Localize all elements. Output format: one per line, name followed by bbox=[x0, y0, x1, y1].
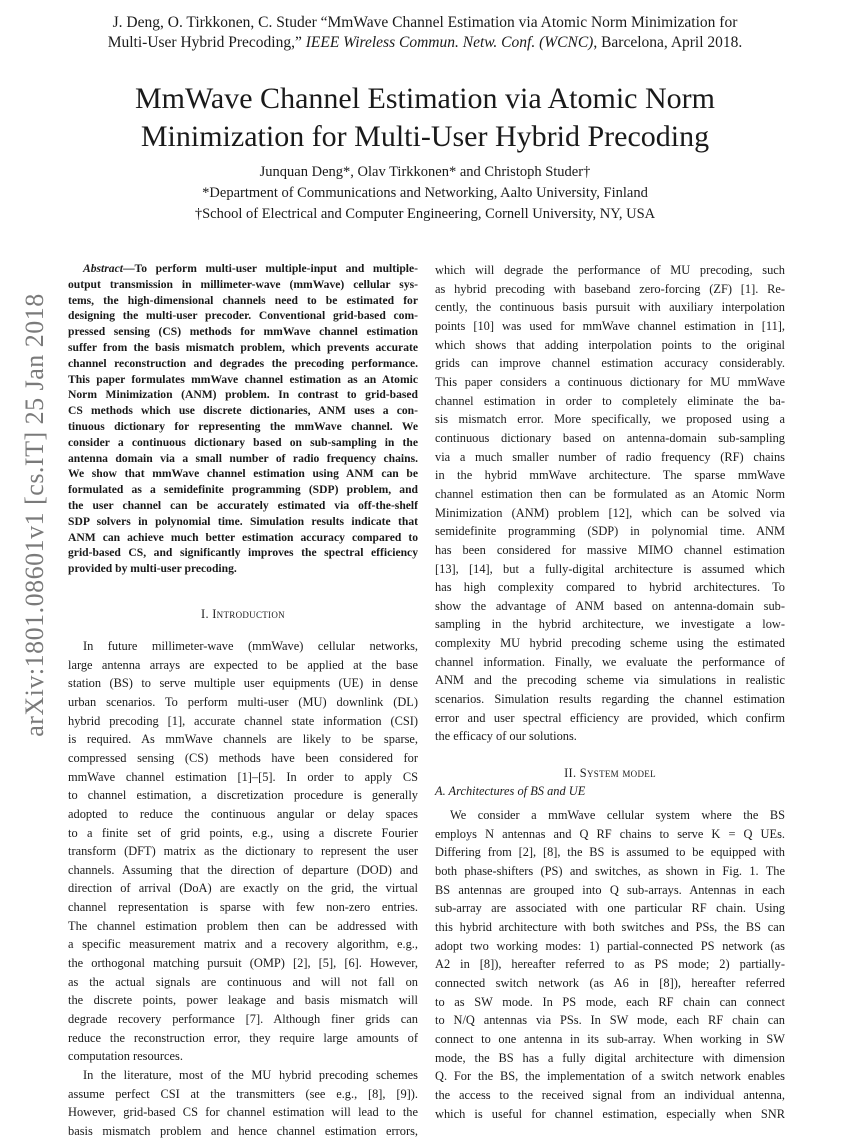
affiliation-1: *Department of Communications and Networking, Aalto University, Finland bbox=[202, 185, 648, 201]
body-line: in the hybrid mmWave architecture. The sparse mmWave bbox=[435, 468, 785, 483]
arxiv-stamp bbox=[10, 293, 60, 737]
body-line: basis mismatch problem and hence channel estimation errors, bbox=[68, 1124, 418, 1138]
body-line: to a finite set of grid points, e.g., using a discrete Fourier bbox=[68, 825, 418, 840]
body-line: Q. For the BS, the implementation of a switch network enables bbox=[435, 1069, 785, 1084]
body-line: which is useful for channel estimation, especially when SNR bbox=[435, 1106, 785, 1121]
body-line: We consider a mmWave cellular system where the BS bbox=[450, 808, 785, 823]
abstract-line: tems, the high-dimensional channels need to be estimated for bbox=[68, 293, 418, 307]
author-names: Junquan Deng*, Olav Tirkkonen* and Christoph Studer† bbox=[259, 164, 591, 180]
body-line: Minimization (ANM) problem [12], which can be solved via bbox=[435, 505, 785, 520]
body-line: connected switch network (as A6 in [8]), hereafter referred bbox=[435, 975, 785, 990]
abstract-line: SDP solvers in polynomial time. Simulation results indicate that bbox=[68, 514, 418, 528]
body-line: adopted to reduce the continuous angular or delay spaces bbox=[68, 806, 418, 821]
body-line: has been considered for massive MIMO channel estimation bbox=[435, 542, 785, 557]
body-line: However, grid-based CS for channel estimation will lead to the bbox=[68, 1105, 418, 1120]
abstract-line: the user channel can be accurately estimated via off-the-shelf bbox=[68, 498, 418, 512]
body-line: reduce the reconstruction error, they require large amounts of bbox=[68, 1030, 418, 1045]
abstract-line: output transmission in millimeter-wave (mmWave) cellular sys- bbox=[68, 277, 418, 291]
body-line: sub-array are associated with one particular RF chain. Using bbox=[435, 901, 785, 916]
body-line: channel representation is sparse with few non-zero entries. bbox=[68, 900, 418, 915]
abstract-line: suffer from the basis mismatch problem, which prevents accurate bbox=[68, 340, 418, 354]
body-line: channel estimation then can be formulated as an Atomic Norm bbox=[435, 486, 785, 501]
right-column bbox=[435, 261, 785, 1123]
body-line: connect to one antenna in its sub-array. When working in SW bbox=[435, 1031, 785, 1046]
body-line: degrade recovery performance [7]. Although finer grids can bbox=[68, 1012, 418, 1027]
body-line: this hybrid architecture with both switches and PSs, the BS can bbox=[435, 920, 785, 934]
citation-authors-title: Multi-User Hybrid Precoding,” bbox=[107, 34, 302, 51]
body-line: the efficacy of our solutions. bbox=[435, 729, 577, 744]
body-line: scenarios. Simulation results regarding the channel estimation bbox=[435, 692, 785, 707]
intro-paragraph-1 bbox=[68, 637, 418, 1066]
body-line: the discrete points, power leakage and basis mismatch will bbox=[68, 993, 418, 1008]
citation-header bbox=[40, 13, 810, 53]
citation-line-2 bbox=[40, 33, 810, 53]
body-line: assume perfect CSI at the transmitters (see e.g., [8], [9]). bbox=[68, 1086, 418, 1101]
body-line: direction of arrival (DoA) are exactly on the grid, the virtual bbox=[68, 881, 418, 896]
body-line: station (BS) to serve multiple user equipments (UE) in dense bbox=[68, 676, 418, 691]
title-line-1: MmWave Channel Estimation via Atomic Norm bbox=[135, 82, 715, 115]
abstract-line: antenna domain via a small number of radio frequency chains. bbox=[68, 451, 418, 465]
body-line: the access to the received signal from an individual antenna, bbox=[435, 1087, 785, 1102]
body-line: A2 in [8]), hereafter referred to as PS mode; 2) partially- bbox=[435, 957, 785, 972]
paper-title bbox=[40, 80, 810, 156]
body-line: as hybrid precoding with baseband zero-forcing (ZF) [1]. Re- bbox=[435, 281, 785, 296]
body-line: is required. As mmWave channels are likely to be sparse, bbox=[68, 732, 418, 747]
body-line: which will degrade the performance of MU precoding, such bbox=[435, 263, 785, 277]
body-line: BS antennas are grouped into Q sub-arrays. Antennas in each bbox=[435, 882, 785, 897]
abstract-line: designing the multi-user precoder. Conventional grid-based com- bbox=[68, 309, 418, 323]
body-line: continuous dictionary based on antenna-domain sub-sampling bbox=[435, 430, 785, 445]
body-line: sis mismatch error. More specifically, we proposed using a bbox=[435, 412, 785, 427]
body-line: show the advantage of ANM based on antenna-domain sub- bbox=[435, 598, 785, 613]
body-line: to channel estimation, a discretization procedure is generally bbox=[68, 788, 418, 803]
body-line: employs N antennas and Q RF chains to serve K = Q UEs. bbox=[435, 826, 785, 841]
body-line: adopt two working modes: 1) partial-connected PS network (as bbox=[435, 938, 785, 953]
body-line: compressed sensing (CS) methods have been considered for bbox=[68, 750, 418, 765]
body-line: complexity MU hybrid precoding scheme using the estimated bbox=[435, 636, 785, 651]
intro-paragraph-2-continued bbox=[435, 261, 785, 746]
author-block bbox=[40, 162, 810, 225]
section-heading-introduction: I. Introduction bbox=[201, 606, 285, 621]
abstract-label: Abstract bbox=[83, 262, 123, 275]
body-line: channels. Assuming that the direction of departure (DOD) and bbox=[68, 862, 418, 877]
body-line: This paper considers a continuous dictionary for MU mmWave bbox=[435, 374, 785, 389]
arxiv-stamp-text: arXiv:1801.08601v1 [cs.IT] 25 Jan 2018 bbox=[20, 293, 50, 737]
body-line: [13], [14], but a fully-digital architecture is assumed which bbox=[435, 561, 785, 576]
intro-paragraph-2 bbox=[68, 1066, 418, 1141]
abstract bbox=[68, 261, 418, 577]
abstract-line: tinuous dictionary for representing the mmWave channel. We bbox=[68, 419, 418, 433]
body-line: a specific measurement matrix and a recovery algorithm, e.g., bbox=[68, 937, 418, 952]
abstract-line: formulated as a semidefinite programming (SDP) problem, and bbox=[68, 483, 418, 497]
body-line: ANM and the precoding scheme via simulations in realistic bbox=[435, 673, 785, 688]
system-model-paragraph-1 bbox=[435, 806, 785, 1123]
title-line-2: Minimization for Multi-User Hybrid Precoding bbox=[140, 120, 710, 153]
affiliation-2: †School of Electrical and Computer Engineering, Cornell University, NY, USA bbox=[194, 206, 656, 222]
body-line: has high complexity compared to hybrid architectures. To bbox=[435, 580, 785, 595]
body-line: sampling in the hybrid architecture, we investigate a low- bbox=[435, 617, 785, 632]
body-line: semidefinite programming (SDP) in polynomial time. ANM bbox=[435, 524, 785, 539]
body-line: cently, the continuous basis pursuit with auxiliary interpolation bbox=[435, 300, 785, 315]
abstract-line: Abstract—To perform multi-user multiple-input and multiple- bbox=[83, 262, 418, 275]
body-line: channel information. Finally, we evaluate the performance of bbox=[435, 654, 785, 669]
body-line: the orthogonal matching pursuit (OMP) [2], [5], [6]. However, bbox=[68, 956, 418, 971]
body-line: to N/Q antennas via PSs. In SW mode, each RF chain can bbox=[435, 1013, 785, 1028]
left-column bbox=[68, 261, 418, 1141]
body-line: In future millimeter-wave (mmWave) cellular networks, bbox=[83, 638, 418, 653]
abstract-line: provided by multi-user precoding. bbox=[68, 562, 237, 576]
citation-venue: IEEE Wireless Commun. Netw. Conf. (WCNC) bbox=[305, 34, 594, 51]
body-line: Differing from [2], [8], the BS is assumed to be equipped with bbox=[435, 845, 785, 860]
abstract-line: CS methods which use discrete dictionaries, ANM uses a con- bbox=[68, 404, 418, 418]
body-line: mmWave channel estimation [1]–[5]. In order to apply CS bbox=[68, 769, 418, 784]
citation-location-date: , Barcelona, April 2018. bbox=[593, 34, 743, 51]
abstract-line: grid-based CS, and significantly improves the spectral efficiency bbox=[68, 546, 418, 560]
body-line: In the literature, most of the MU hybrid precoding schemes bbox=[83, 1068, 418, 1083]
abstract-line: Norm Minimization (ANM) problem. In contrast to grid-based bbox=[68, 388, 418, 402]
body-line: to as SW mode. In PS mode, each RF chain can connect bbox=[435, 994, 785, 1009]
abstract-line: We show that mmWave channel estimation using ANM can be bbox=[68, 467, 418, 481]
subsection-heading-architectures: A. Architectures of BS and UE bbox=[435, 784, 586, 799]
body-line: via a much smaller number of radio frequency (RF) chains bbox=[435, 449, 785, 464]
body-line: hybrid precoding [1], accurate channel state information (CSI) bbox=[68, 713, 418, 728]
section-heading-system-model: II. System model bbox=[564, 766, 656, 781]
body-line: mode, the BS has a fully digital architecture with dimension bbox=[435, 1050, 785, 1065]
body-line: urban scenarios. To perform multi-user (MU) downlink (DL) bbox=[68, 694, 418, 709]
body-line: grids can improve channel estimation accuracy considerably. bbox=[435, 356, 785, 371]
body-line: as the actual signals are continuous and will not fall on bbox=[68, 974, 418, 989]
body-line: transform (DFT) matrix as the dictionary to represent the user bbox=[68, 844, 418, 859]
body-line: error and user spectral efficiency are provided, which confirm bbox=[435, 710, 785, 725]
abstract-line: ANM can achieve much better estimation accuracy compared to bbox=[68, 530, 418, 544]
body-line: large antenna arrays are expected to be applied at the base bbox=[68, 657, 418, 672]
body-line: computation resources. bbox=[68, 1049, 183, 1064]
body-line: both phase-shifters (PS) and switches, as shown in Fig. 1. The bbox=[435, 864, 785, 879]
citation-line-1: J. Deng, O. Tirkkonen, C. Studer “MmWave Channel Estimation via Atomic Norm Minimization for bbox=[112, 14, 738, 31]
abstract-line: pressed sensing (CS) methods for mmWave channel estimation bbox=[68, 325, 418, 339]
body-line: channel estimation in order to completely eliminate the ba- bbox=[435, 393, 785, 408]
abstract-line: This paper formulates mmWave channel estimation as an Atomic bbox=[68, 372, 418, 386]
abstract-line: channel reconstruction and degrades the precoding performance. bbox=[68, 356, 418, 370]
body-line: which shows that adding interpolation points to the original bbox=[435, 337, 785, 352]
abstract-line: consider a continuous dictionary based on sub-sampling in the bbox=[68, 435, 418, 449]
body-line: points [10] was used for mmWave channel estimation in [11], bbox=[435, 318, 785, 333]
body-line: The channel estimation problem then can be addressed with bbox=[68, 918, 418, 933]
